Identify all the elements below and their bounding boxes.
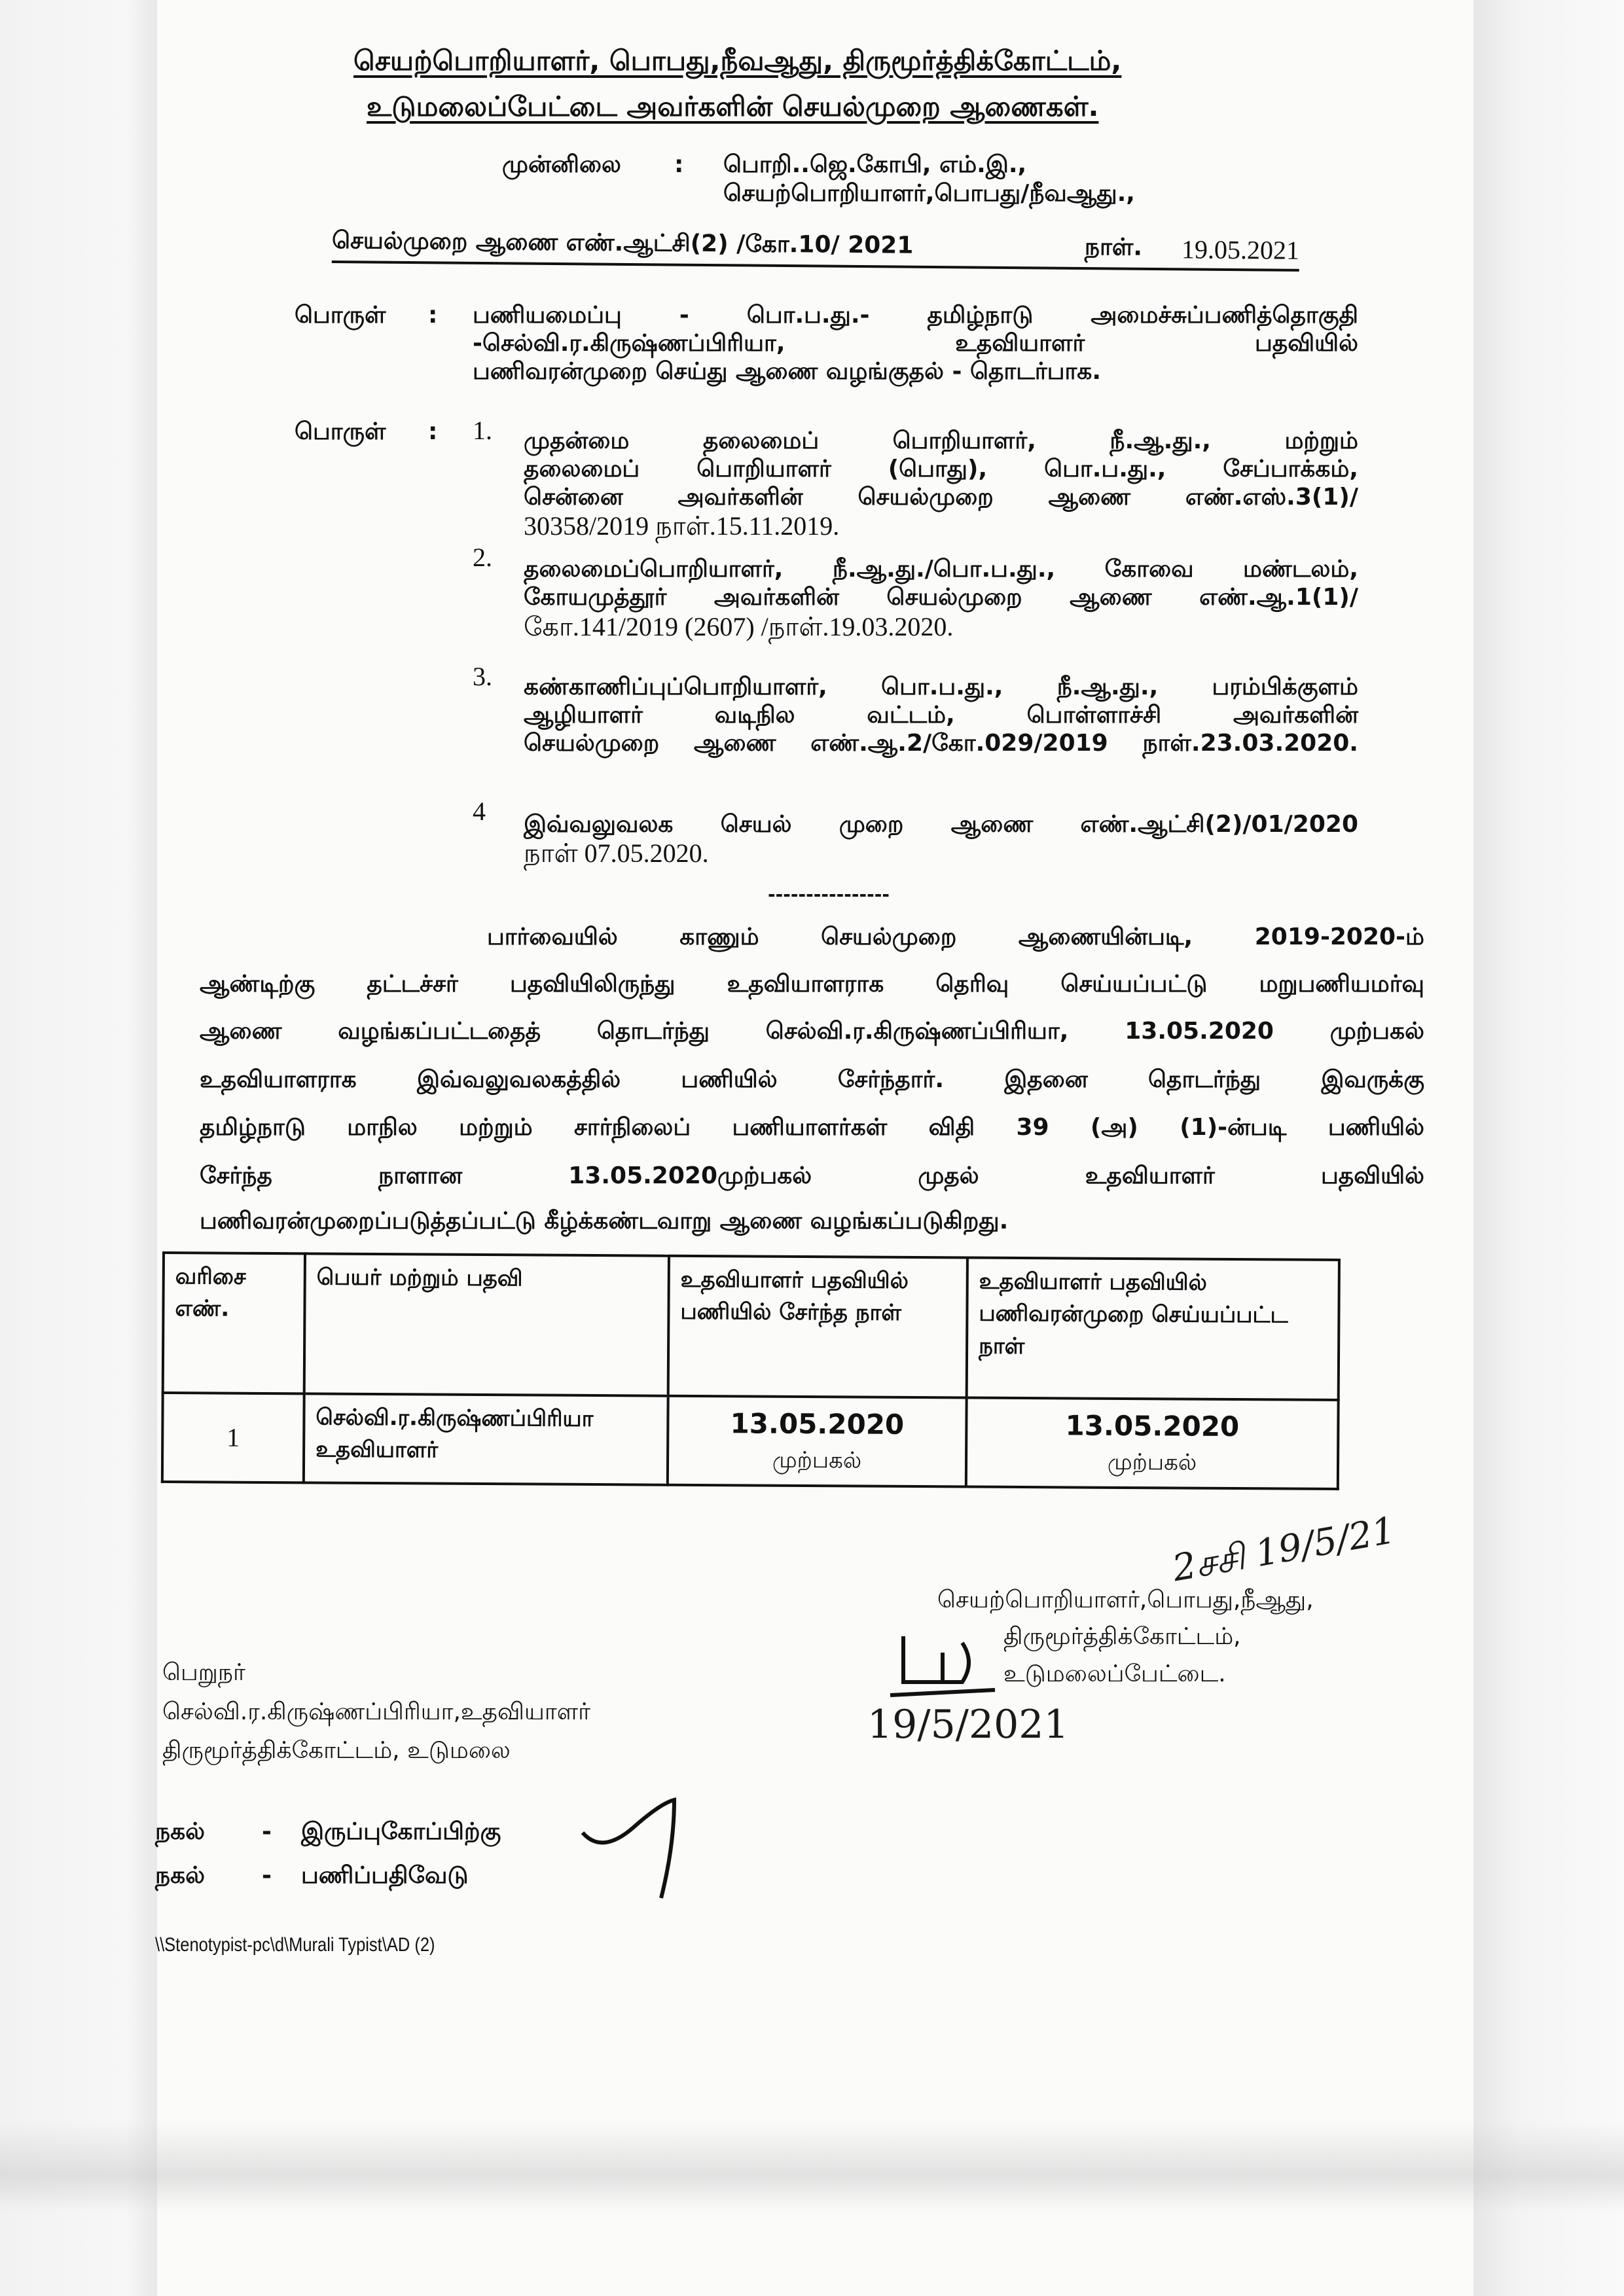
reference-number: 4 <box>473 797 486 826</box>
handwritten-note: 2சசி 19/5/21 <box>1169 1509 1399 1590</box>
references-colon: : <box>428 418 438 445</box>
reference-number: 1. <box>473 416 492 445</box>
reference-line: தலைமைப்பொறியாளர், நீ.ஆ.து./பொ.ப.து., கோவை மண்டலம், <box>524 556 1358 583</box>
subject-line: பணியமைப்பு - பொ.ப.து.- தமிழ்நாடு அமைச்சுப்பணித்தொகுதி <box>473 302 1358 329</box>
body-line: தமிழ்நாடு மாநில மற்றும் சார்நிலைப் பணியாளர்கள் விதி 39 (அ) (1)-ன்படி பணியில் <box>200 1114 1424 1141</box>
copy-label: நகல் <box>155 1818 206 1845</box>
cell-name-post <box>304 1393 668 1484</box>
presence-name: பொறி..ஜெ.கோபி, எம்.இ., <box>723 151 1027 178</box>
body-line: ஆணை வழங்கப்பட்டதைத் தொடர்ந்து செல்வி.ர.கிருஷ்ணப்பிரியா, 13.05.2020 முற்பகல் <box>200 1018 1424 1045</box>
order-number: செயல்முறை ஆணை எண்.ஆட்சி(2) /கோ.10/ 2021 <box>331 227 914 259</box>
title-line-1: செயற்பொறியாளர், பொபது,நீவஆது, திருமூர்த்திக்கோட்டம், <box>353 45 1122 77</box>
body-line: பார்வையில் காணும் செயல்முறை ஆணையின்படி, 2019-2020-ம் <box>487 924 1424 950</box>
copy-dash: - <box>262 1818 272 1845</box>
recipient-line: செல்வி.ர.கிருஷ்ணப்பிரியா,உதவியாளர் <box>162 1698 590 1725</box>
join-date: 13.05.2020 <box>730 1407 905 1441</box>
date-label: நாள். <box>1084 234 1143 261</box>
copy-dash: - <box>262 1862 272 1889</box>
table-header-row <box>163 1253 1339 1400</box>
designation-line: செயற்பொறியாளர்,பொபது,நீஆது, <box>937 1587 1314 1613</box>
copy-text: இருப்புகோப்பிற்கு <box>301 1818 501 1845</box>
cell-serial: 1 <box>162 1393 304 1482</box>
reference-line: இவ்வலுவலக செயல் முறை ஆணை எண்.ஆட்சி(2)/01/2020 <box>524 811 1358 838</box>
presence-label: முன்னிலை <box>502 151 621 178</box>
body-line: பணிவரன்முறைப்படுத்தப்பட்டு கீழ்க்கண்டவாறு ஆணை வழங்கப்படுகிறது. <box>200 1208 1009 1234</box>
reference-number: 2. <box>473 543 492 572</box>
header-serial: வரிசை எண். <box>163 1253 305 1393</box>
subject-colon: : <box>428 302 438 329</box>
subject-line: பணிவரன்முறை செய்து ஆணை வழங்குதல் - தொடர்பாக. <box>473 358 1101 385</box>
separator: ---------------- <box>768 884 890 905</box>
reference-line: சென்னை அவர்களின் செயல்முறை ஆணை எண்.எஸ்.3(1)/ <box>524 484 1358 511</box>
cell-regularised-date <box>966 1398 1339 1489</box>
cell-name: செல்வி.ர.கிருஷ்ணப்பிரியா <box>316 1404 594 1433</box>
reference-line: முதன்மை தலைமைப் பொறியாளர், நீ.ஆ.து., மற்றும் <box>524 427 1358 454</box>
body-line: சேர்ந்த நாளான 13.05.2020முற்பகல் முதல் உதவியாளர் பதவியில் <box>200 1162 1424 1189</box>
subject-line: -செல்வி.ர.கிருஷ்ணப்பிரியா, உதவியாளர் பதவியில் <box>473 330 1358 357</box>
reference-line: நாள் 07.05.2020. <box>524 838 709 868</box>
regularised-session: முற்பகல் <box>1107 1448 1197 1476</box>
recipient-label: பெறுநர் <box>162 1659 245 1686</box>
recipient-line: திருமூர்த்திக்கோட்டம், உடுமலை <box>162 1737 511 1764</box>
designation-line: உடுமலைப்பேட்டை. <box>1003 1660 1226 1687</box>
cell-post: உதவியாளர் <box>316 1436 439 1463</box>
body-line: ஆண்டிற்கு தட்டச்சர் பதவியிலிருந்து உதவியாளராக தெரிவு செய்யப்பட்டு மறுபணியமர்வு <box>200 971 1424 997</box>
body-line: உதவியாளராக இவ்வலுவலகத்தில் பணியில் சேர்ந்தார். இதனை தொடர்ந்து இவருக்கு <box>200 1066 1424 1093</box>
presence-colon: : <box>674 151 684 178</box>
subject-label: பொருள் <box>295 302 386 329</box>
signed-date: 19/5/2021 <box>867 1702 1069 1748</box>
reference-line: தலைமைப் பொறியாளர் (பொது), பொ.ப.து., சேப்பாக்கம், <box>524 456 1358 482</box>
check-mark-icon <box>576 1793 687 1905</box>
reference-number: 3. <box>473 662 492 691</box>
scan-shadow-right <box>1473 0 1624 2296</box>
reference-line: கோ.141/2019 (2607) /நாள்.19.03.2020. <box>524 612 954 641</box>
scan-shadow-left <box>0 0 157 2296</box>
reference-line: கண்காணிப்புப்பொறியாளர், பொ.ப.து., நீ.ஆ.து., பரம்பிக்குளம் <box>524 673 1358 700</box>
copy-text: பணிப்பதிவேடு <box>301 1862 469 1889</box>
copy-label: நகல் <box>155 1862 206 1889</box>
join-session: முற்பகல் <box>772 1446 862 1474</box>
references-label: பொருள் <box>295 418 386 445</box>
header-join-date: உதவியாளர் பதவியில் பணியில் சேர்ந்த நாள் <box>668 1256 967 1398</box>
regularisation-table <box>161 1251 1341 1490</box>
title-line-2: உடுமலைப்பேட்டை அவர்களின் செயல்முறை ஆணைகள். <box>367 90 1099 122</box>
order-date: 19.05.2021 <box>1181 234 1300 265</box>
file-path: \\Stenotypist-pc\d\Murali Typist\AD (2) <box>155 1934 435 1956</box>
designation-line: திருமூர்த்திக்கோட்டம், <box>1003 1623 1241 1650</box>
order-number-line <box>332 228 1299 272</box>
presence-designation: செயற்பொறியாளர்,பொபது/நீவஆது., <box>723 180 1135 207</box>
header-name-post: பெயர் மற்றும் பதவி <box>304 1253 669 1395</box>
scan-shadow-bottom <box>0 2121 1624 2212</box>
reference-line: கோயமுத்தூர் அவர்களின் செயல்முறை ஆணை எண்.ஆ.1(1)/ <box>524 584 1358 611</box>
regularised-date: 13.05.2020 <box>1065 1409 1240 1443</box>
reference-line: ஆழியாளர் வடிநில வட்டம், பொள்ளாச்சி அவர்களின் <box>524 702 1358 728</box>
reference-line: 30358/2019 நாள்.15.11.2019. <box>524 511 840 541</box>
reference-line: செயல்முறை ஆணை எண்.ஆ.2/கோ.029/2019 நாள்.23.03.2020. <box>524 730 1358 757</box>
table-row <box>162 1393 1339 1489</box>
header-regularised-date: உதவியாளர் பதவியில் பணிவரன்முறை செய்யப்பட்ட நாள் <box>967 1258 1339 1400</box>
cell-join-date <box>668 1396 967 1487</box>
